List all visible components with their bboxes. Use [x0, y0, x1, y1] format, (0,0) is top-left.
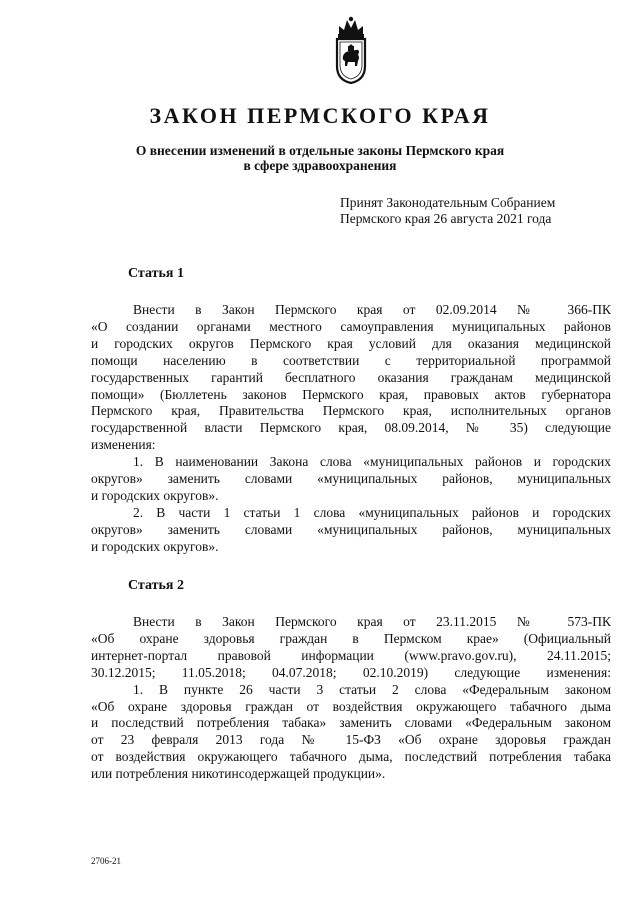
text-line: округов» заменить словами «муниципальных районов, муниципальных — [91, 471, 611, 487]
adoption-line: Принят Законодательным Собранием — [340, 195, 556, 210]
text-line: помощи» (Бюллетень законов Пермского края, правовых актов губернатора — [91, 386, 611, 402]
text-line: 2. В части 1 статьи 1 слова «муниципальных районов и городских — [133, 504, 611, 520]
text-line: или потребления никотинсодержащей продукции». — [91, 766, 386, 782]
text-line: «О создании органами местного самоуправления муниципальных районов — [91, 318, 611, 334]
text-line: 1. В пункте 26 части 3 статьи 2 слова «Федеральным законом — [133, 681, 611, 697]
subtitle-line: О внесении изменений в отдельные законы Пермского края — [135, 143, 505, 158]
text-line: 30.12.2015; 11.05.2018; 04.07.2018; 02.10.2019) следующие изменения: — [91, 664, 611, 680]
text-line: и городских округов». — [91, 487, 219, 503]
article-1-heading: Статья 1 — [128, 266, 184, 281]
text-line: и городских округов Пермского края условий для оказания медицинской — [91, 335, 611, 351]
text-line: от воздействия окружающего табачного дыма, последствий потребления табака — [91, 749, 611, 765]
text-line: Внести в Закон Пермского края от 02.09.2014 № 366-ПК — [133, 302, 611, 317]
coat-of-arms-icon — [333, 14, 369, 84]
article-1-body — [91, 302, 611, 556]
text-line: изменения: — [91, 437, 156, 453]
text-line: от 23 февраля 2013 года № 15-ФЗ «Об охране здоровья граждан — [91, 732, 611, 748]
text-line: округов» заменить словами «муниципальных районов, муниципальных — [91, 521, 611, 537]
article-2-body — [91, 614, 611, 783]
text-line: 1. В наименовании Закона слова «муниципальных районов и городских — [133, 454, 611, 470]
text-line: и городских округов». — [91, 538, 219, 554]
text-line: «Об охране здоровья граждан в Пермском крае» (Официальный — [91, 630, 611, 646]
article-2-heading: Статья 2 — [128, 578, 184, 593]
document-number: 2706-21 — [91, 856, 121, 866]
law-title: ЗАКОН ПЕРМСКОГО КРАЯ — [149, 103, 491, 128]
adoption-note — [340, 195, 555, 227]
text-line: Пермского края, Правительства Пермского края, исполнительных органов — [91, 403, 611, 419]
text-line: и последствий потребления табака» заменить словами «Федеральным законом — [91, 715, 611, 731]
text-line: помощи населению в соответствии с территориальной программой — [91, 352, 611, 368]
text-line: государственных гарантий бесплатного оказания гражданам медицинской — [91, 369, 611, 385]
text-line: государственной власти Пермского края, 08.09.2014, № 35) следующие — [91, 420, 611, 436]
subtitle-line: в сфере здравоохранения — [243, 158, 397, 173]
text-line: Внести в Закон Пермского края от 23.11.2015 № 573-ПК — [133, 614, 611, 629]
text-line: «Об охране здоровья граждан от воздействия окружающего табачного дыма — [91, 698, 611, 714]
text-line: интернет-портал правовой информации (www.pravo.gov.ru), 24.11.2015; — [91, 647, 611, 663]
adoption-line: Пермского края 26 августа 2021 года — [340, 211, 552, 226]
law-subtitle — [95, 143, 545, 173]
